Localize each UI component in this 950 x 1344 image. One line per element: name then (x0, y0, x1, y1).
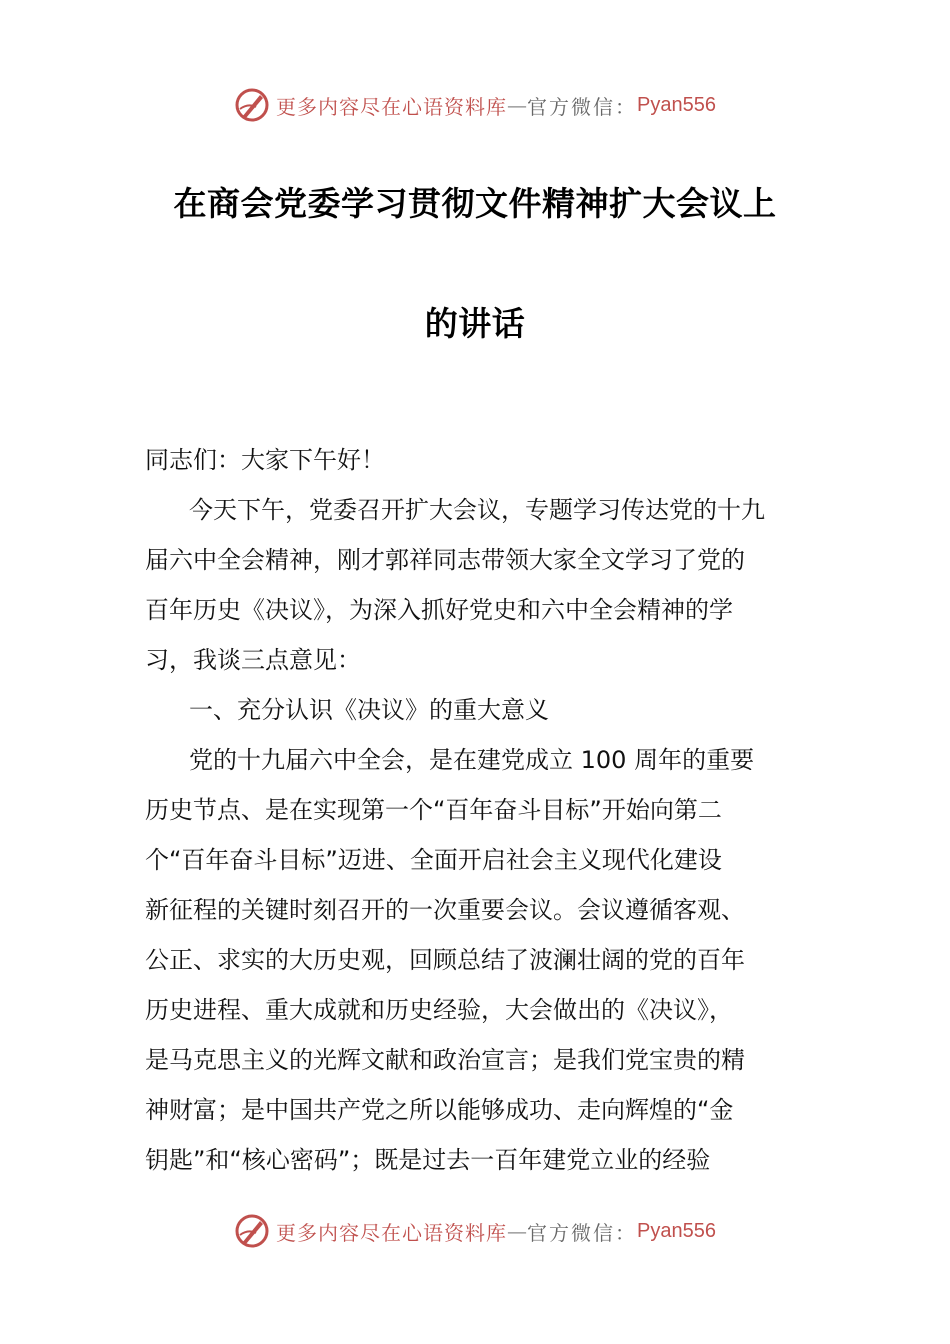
body-line: 习，我谈三点意见： (145, 646, 361, 674)
body-line: 公正、求实的大历史观，回顾总结了波澜壮阔的党的百年 (145, 946, 745, 974)
banner-text: 更多内容尽在心语资料库 (276, 94, 508, 119)
body-line: 党的十九届六中全会，是在建党成立 100 周年的重要 (189, 746, 755, 774)
banner-separator: — (507, 1219, 528, 1243)
body-line: 百年历史《决议》，为深入抓好党史和六中全会精神的学 (145, 596, 733, 624)
body-line: 历史进程、重大成就和历史经验，大会做出的《决议》， (145, 996, 733, 1024)
banner-wechat-label: 官方微信： (527, 1220, 638, 1245)
banner-text: 更多内容尽在心语资料库 (276, 1220, 508, 1245)
body-line: 钥匙”和“核心密码”；既是过去一百年建党立业的经验 (145, 1146, 711, 1174)
footer-watermark-banner (0, 1209, 950, 1253)
quill-logo-icon (234, 1213, 270, 1249)
banner-wechat-label: 官方微信： (527, 94, 638, 119)
body-line: 是马克思主义的光辉文献和政治宣言；是我们党宝贵的精 (145, 1046, 745, 1074)
body-line: 历史节点、是在实现第一个“百年奋斗目标”开始向第二 (145, 796, 722, 824)
header-watermark-banner (0, 83, 950, 127)
banner-separator: — (507, 93, 528, 117)
body-line: 届六中全会精神，刚才郭祥同志带领大家全文学习了党的 (145, 546, 745, 574)
banner-wechat-id: Pyan556 (637, 93, 716, 116)
quill-logo-icon (234, 87, 270, 123)
body-line: 个“百年奋斗目标”迈进、全面开启社会主义现代化建设 (145, 846, 722, 874)
body-line: 神财富；是中国共产党之所以能够成功、走向辉煌的“金 (145, 1096, 734, 1124)
salutation-line: 同志们：大家下午好！ (145, 446, 385, 474)
banner-wechat-id: Pyan556 (637, 1219, 716, 1242)
body-line: 今天下午，党委召开扩大会议，专题学习传达党的十九 (189, 496, 765, 524)
document-body (145, 435, 805, 1185)
document-title-line-2: 的讲话 (424, 304, 526, 343)
body-line: 新征程的关键时刻召开的一次重要会议。会议遵循客观、 (145, 896, 745, 924)
document-title-line-1: 在商会党委学习贯彻文件精神扩大会议上 (173, 184, 777, 223)
section-heading: 一、充分认识《决议》的重大意义 (189, 696, 549, 724)
